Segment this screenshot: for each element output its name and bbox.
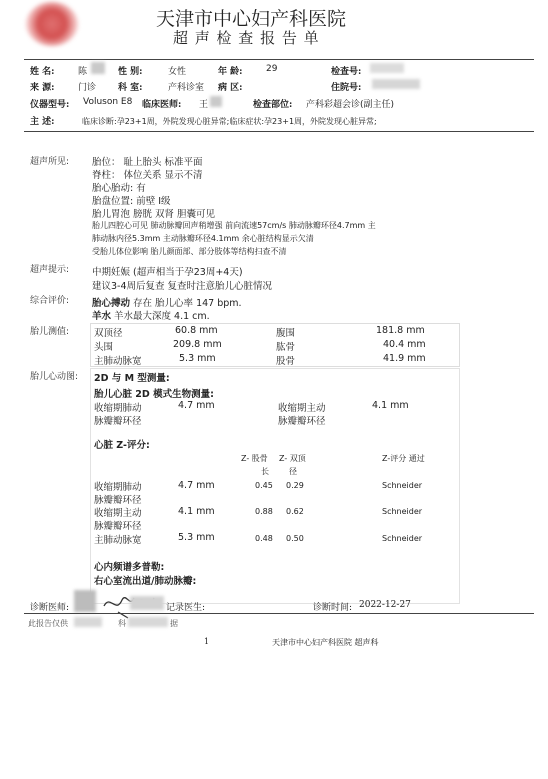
- seq-label: 检查号:: [331, 67, 362, 77]
- seq-redaction: [370, 63, 404, 73]
- hospital-name: 天津市中心妇产科医院: [156, 8, 347, 30]
- zscore-title: 心脏 Z-评分:: [94, 440, 150, 451]
- sex-label: 性 别:: [118, 67, 143, 77]
- findings-line: 脊柱： 体位关系 显示不清: [92, 170, 203, 181]
- name-label: 姓 名:: [30, 67, 55, 77]
- diag-date-value: 2022-12-27: [359, 600, 411, 610]
- sex-value: 女性: [168, 67, 187, 77]
- amniotic-value: 羊水最大深度 4.1 cm.: [111, 311, 210, 322]
- heart-label: 胎儿心动图:: [30, 372, 79, 382]
- biometry-label: 胎儿测值:: [30, 327, 70, 337]
- z-head-1: Z- 股骨: [241, 454, 268, 463]
- z-row-ref: Schneider: [382, 507, 423, 516]
- findings-line: 胎心胎动: 有: [92, 183, 146, 194]
- z-row-z1: 0.45: [255, 481, 273, 490]
- z-row-value: 5.3 mm: [178, 532, 215, 543]
- doctor-value: 王: [199, 100, 209, 110]
- hints-line: 建议3-4周后复查 复查时注意胎儿心脏情况: [92, 281, 273, 292]
- biometry-cell: 肱骨: [276, 342, 296, 353]
- doppler-title: 心内频谱多普勒:: [94, 562, 165, 573]
- biometry-cell: 股骨: [276, 356, 296, 367]
- report-title: 超 声 检 查 报 告 单: [173, 29, 320, 47]
- hints-label: 超声提示:: [30, 265, 70, 275]
- heart-section-2: 胎儿心脏 2D 模式生物测量:: [94, 389, 214, 400]
- biometry-cell: 腹围: [276, 328, 296, 339]
- z-head-1b: 长: [261, 467, 269, 476]
- source-value: 门诊: [78, 83, 97, 93]
- device-label: 仪器型号:: [30, 100, 70, 110]
- biometry-cell: 181.8 mm: [376, 325, 425, 336]
- inpatient-label: 住院号:: [331, 83, 362, 93]
- m-left-label-1: 收缩期肺动: [94, 403, 142, 414]
- record-doctor-label: 记录医生:: [166, 603, 206, 613]
- z-row-z2: 0.50: [286, 534, 304, 543]
- age-label: 年 龄:: [218, 67, 243, 77]
- age-value: 29: [266, 64, 278, 74]
- evaluation-label: 综合评价:: [30, 296, 70, 306]
- ward-label: 病 区:: [218, 83, 243, 93]
- evaluation-line-2: [92, 308, 210, 322]
- z-row-ref: Schneider: [382, 481, 423, 490]
- disclaimer-redaction-2: [128, 617, 168, 627]
- m-right-value: 4.1 mm: [372, 400, 409, 411]
- findings-line: 胎儿胃泡 膀胱 双肾 胆囊可见: [92, 209, 216, 220]
- z-head-2: Z- 双顶: [279, 454, 306, 463]
- biometry-cell: 5.3 mm: [179, 353, 216, 364]
- biometry-cell: 40.4 mm: [383, 339, 426, 350]
- info-divider: [24, 131, 534, 132]
- doctor-redaction: [210, 96, 222, 107]
- signature-redaction: [74, 590, 96, 612]
- biometry-table: [90, 323, 460, 367]
- z-row-label: 脉瓣瓣环径: [94, 521, 142, 532]
- z-row-label: 收缩期肺动: [94, 482, 142, 493]
- biometry-cell: 主肺动脉宽: [94, 356, 142, 367]
- m-left-value: 4.7 mm: [178, 400, 215, 411]
- z-row-value: 4.7 mm: [178, 480, 215, 491]
- dept-value: 产科诊室: [168, 83, 205, 93]
- z-row-value: 4.1 mm: [178, 506, 215, 517]
- signature-redaction-2: [130, 596, 164, 610]
- source-label: 来 源:: [30, 83, 55, 93]
- heartbeat-label: 胎心搏动: [92, 298, 131, 309]
- part-label: 检查部位:: [253, 100, 293, 110]
- header-divider: [24, 59, 534, 60]
- disclaimer-start: 此报告仅供: [28, 619, 68, 628]
- z-row-z1: 0.48: [255, 534, 273, 543]
- m-left-label-2: 脉瓣瓣环径: [94, 416, 142, 427]
- complaint-value: 临床诊断:孕23+1周，外院发现心脏异常;临床症状:孕23+1周，外院发现心脏异常;: [82, 117, 377, 126]
- z-row-z2: 0.29: [286, 481, 304, 490]
- diag-doctor-label: 诊断医师:: [30, 603, 70, 613]
- findings-line: 胎儿四腔心可见 肺动脉瓣回声稍增强 前向流速57cm/s 肺动脉瓣环径4.7mm 主: [92, 221, 376, 230]
- biometry-cell: 41.9 mm: [383, 353, 426, 364]
- hints-line: 中期妊娠 (超声相当于孕23周+4天): [92, 267, 243, 278]
- doctor-label: 临床医师:: [142, 100, 182, 110]
- part-value: 产科彩超会诊(副主任): [306, 100, 395, 110]
- disclaimer-end: 据: [170, 619, 178, 628]
- z-row-label: 主肺动脉宽: [94, 535, 142, 546]
- inpatient-redaction: [372, 79, 420, 89]
- biometry-cell: 209.8 mm: [173, 339, 222, 350]
- page-number: 1: [204, 637, 210, 646]
- z-row-label: 脉瓣瓣环径: [94, 495, 142, 506]
- name-redaction: [91, 62, 105, 74]
- findings-label: 超声所见:: [30, 157, 70, 167]
- heartbeat-value: 存在 胎儿心率 147 bpm.: [130, 298, 242, 309]
- device-value: Voluson E8: [83, 97, 133, 107]
- z-head-3: Z-评分 通过: [382, 454, 425, 463]
- footer-org: 天津市中心妇产科医院 超声科: [272, 638, 379, 647]
- m-right-label-2: 脉瓣瓣环径: [278, 416, 326, 427]
- findings-line: 肺动脉内径5.3mm 主动脉瓣环径4.1mm 余心脏结构显示欠清: [92, 234, 314, 243]
- diag-date-label: 诊断时间:: [313, 603, 353, 613]
- disclaimer-redaction: [74, 617, 102, 627]
- hospital-logo: [26, 2, 78, 46]
- z-row-z1: 0.88: [255, 507, 273, 516]
- m-right-label-1: 收缩期主动: [278, 403, 326, 414]
- z-row-ref: Schneider: [382, 534, 423, 543]
- name-value: 陈: [78, 67, 88, 77]
- biometry-cell: 60.8 mm: [175, 325, 218, 336]
- findings-line: 胎盘位置: 前壁 I级: [92, 196, 171, 207]
- amniotic-label: 羊水: [92, 311, 112, 322]
- footer-divider: [24, 613, 534, 614]
- z-row-z2: 0.62: [286, 507, 304, 516]
- biometry-cell: 双顶径: [94, 328, 123, 339]
- z-row-label: 收缩期主动: [94, 508, 142, 519]
- complaint-label: 主 述:: [30, 117, 55, 127]
- z-head-2b: 径: [289, 467, 297, 476]
- findings-line: 受胎儿体位影响 胎儿颜面部、部分肢体等结构扫查不清: [92, 247, 287, 256]
- evaluation-line-1: [92, 295, 242, 309]
- doppler-sub: 右心室流出道/肺动脉瓣:: [94, 576, 197, 587]
- biometry-cell: 头围: [94, 342, 114, 353]
- heart-section-1: 2D 与 M 型测量:: [94, 373, 170, 384]
- disclaimer-mid: 科: [118, 619, 126, 628]
- findings-line: 胎位： 耻上胎头 标准平面: [92, 157, 203, 168]
- dept-label: 科 室:: [118, 83, 143, 93]
